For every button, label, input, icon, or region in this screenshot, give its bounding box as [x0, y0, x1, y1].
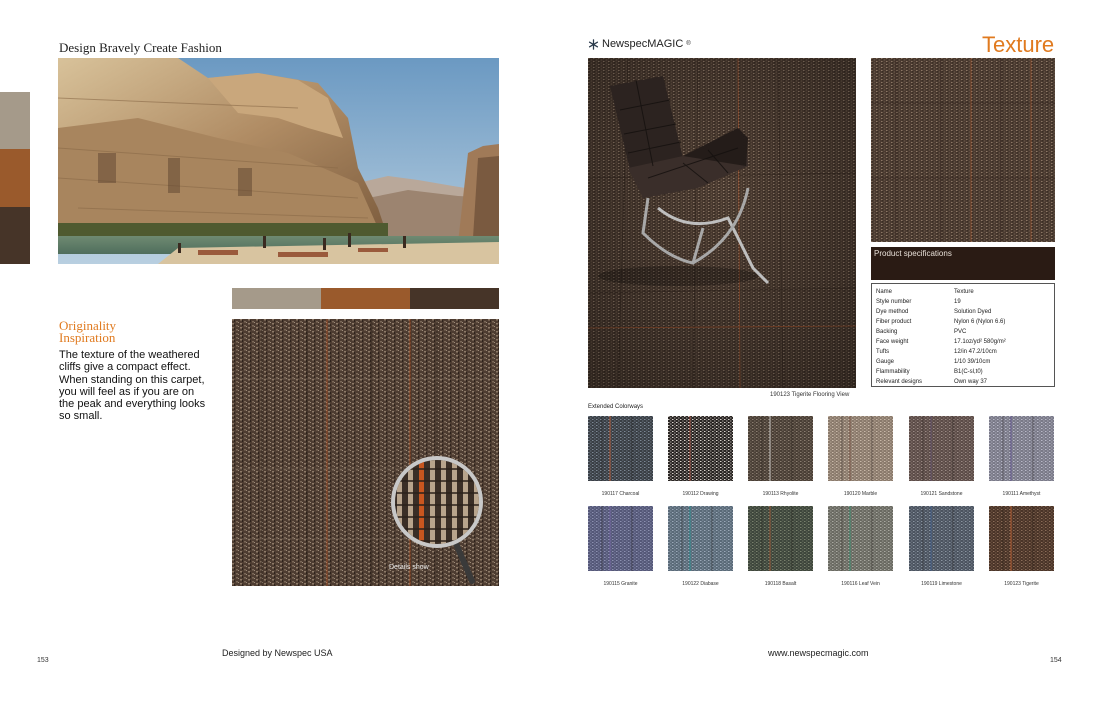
spec-key: Tufts — [876, 349, 890, 355]
carpet-detail-image — [232, 319, 499, 586]
inspiration-title-line-2: Inspiration — [59, 330, 116, 345]
colorway-label: 190115 Granite — [603, 581, 638, 587]
colorway-label: 190119 Limestone — [921, 581, 962, 587]
website-url: www.newspecmagic.com — [768, 648, 869, 658]
spec-value: B1(C-sl,t0) — [954, 369, 983, 375]
colorway-swatch — [989, 506, 1054, 571]
colorway-label: 190117 Charcoal — [601, 491, 640, 497]
brand-logo — [588, 38, 691, 50]
colorway-swatch — [989, 416, 1054, 481]
spec-row — [876, 287, 1050, 297]
flooring-view-caption: 190123 Tigerite Flooring View — [770, 392, 850, 398]
texture-tile-image — [871, 58, 1055, 242]
spec-row — [876, 347, 1050, 357]
colorway-label: 190113 Rhyolite — [762, 491, 799, 497]
canyon-photo — [58, 58, 499, 264]
colorway-label: 190123 Tigerite — [1004, 581, 1039, 587]
colorway-swatch — [588, 506, 653, 571]
flooring-view-image — [588, 58, 856, 388]
inspiration-title — [59, 320, 219, 344]
spec-value: PVC — [954, 329, 967, 335]
spec-row — [876, 317, 1050, 327]
colorway-label: 190120 Marble — [843, 491, 878, 497]
colorway-swatch — [909, 416, 974, 481]
snowflake-icon — [588, 39, 599, 50]
colorway-swatch — [748, 416, 813, 481]
colorway-label: 190118 Basalt — [764, 581, 797, 587]
colorway-swatch — [748, 506, 813, 571]
spec-table — [876, 287, 1050, 387]
spec-key: Style number — [876, 299, 912, 305]
details-show-label: Details show — [389, 564, 429, 571]
colorways-title: Extended Colorways — [588, 404, 644, 410]
spec-value: Texture — [954, 289, 974, 295]
spec-key: Relevant designs — [876, 379, 923, 385]
colorway-swatch — [909, 506, 974, 571]
colorway-label: 190111 Amethyst — [1002, 491, 1041, 497]
spec-key: Dye method — [876, 309, 909, 315]
spec-row — [876, 297, 1050, 307]
spec-row — [876, 327, 1050, 337]
spec-value: 12/in 47.2/10cm — [954, 349, 997, 355]
product-title: Texture — [982, 32, 1055, 57]
colorway-swatch — [828, 506, 893, 571]
colorway-swatch — [668, 506, 733, 571]
palette-swatch — [232, 288, 321, 309]
color-palette-bar — [232, 288, 499, 309]
spec-value: 1/10 39/10cm — [954, 359, 991, 365]
page-number-left: 153 — [37, 657, 49, 664]
spec-table-box — [871, 283, 1055, 387]
colorway-label: 190122 Diabase — [682, 581, 719, 587]
spec-key: Backing — [876, 329, 898, 335]
spec-key: Name — [876, 289, 893, 295]
spec-value: Own way 37 — [954, 379, 988, 385]
colorway-label: 190116 Leaf Vein — [841, 581, 880, 587]
spec-value: Solution Dyed — [954, 309, 992, 315]
spec-value: Nylon 6 (Nylon 6.6) — [954, 319, 1006, 325]
colorway-swatch — [828, 416, 893, 481]
registered-mark: ® — [686, 41, 691, 47]
colorway-label: 190121 Sandstone — [920, 491, 963, 497]
left-page-heading: Design Bravely Create Fashion — [59, 40, 222, 55]
spec-row — [876, 377, 1050, 387]
spec-value: 17.1oz/yd² 580g/m² — [954, 339, 1006, 345]
spec-row — [876, 367, 1050, 377]
spec-value: 19 — [954, 299, 961, 305]
side-color-palette — [0, 92, 30, 264]
palette-swatch — [321, 288, 410, 309]
spec-header-label: Product specifications — [874, 249, 952, 258]
colorway-swatch — [668, 416, 733, 481]
inspiration-title-line-1: Originality — [59, 318, 117, 333]
page-number-right: 154 — [1050, 657, 1062, 664]
palette-swatch — [0, 92, 30, 149]
spec-key: Fiber product — [876, 319, 912, 325]
spec-key: Face weight — [876, 339, 909, 345]
colorway-swatch — [588, 416, 653, 481]
brand-name: NewspecMAGIC — [602, 38, 684, 50]
palette-swatch — [0, 149, 30, 206]
inspiration-text: The texture of the weathered cliffs give a compact effect. When standing on this carpet, you will feel as if you are on the peak and everything looks so small. — [59, 349, 206, 423]
spec-key: Gauge — [876, 359, 895, 365]
colorway-label: 190112 Drawing — [682, 491, 719, 497]
designer-credit: Designed by Newspec USA — [222, 648, 333, 658]
spec-header — [871, 247, 1055, 280]
spec-key: Flammability — [876, 369, 910, 375]
palette-swatch — [0, 207, 30, 264]
palette-swatch — [410, 288, 499, 309]
spec-row — [876, 357, 1050, 367]
spec-row — [876, 337, 1050, 347]
spec-row — [876, 307, 1050, 317]
